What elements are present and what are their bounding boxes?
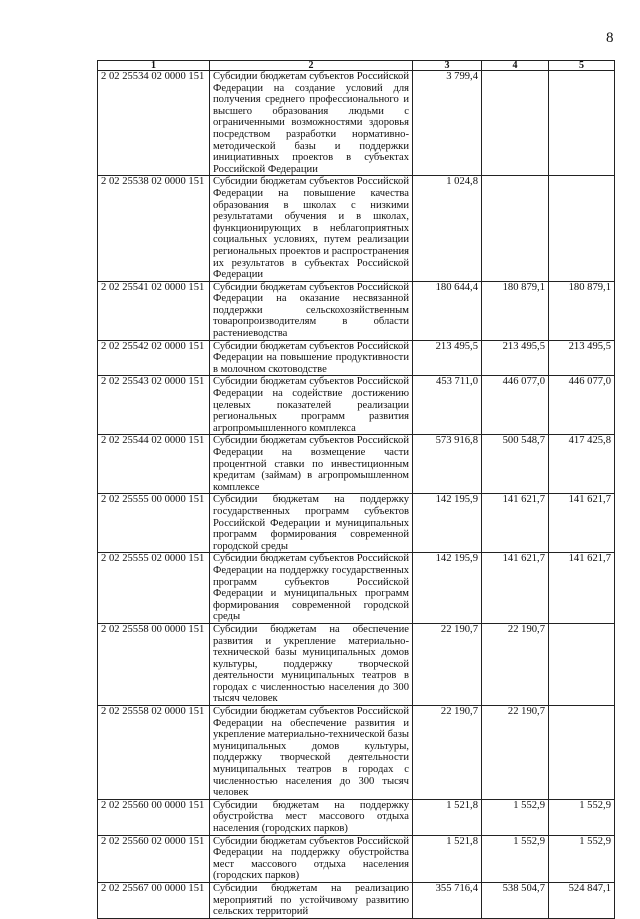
row-value-4: 538 504,7 — [482, 882, 549, 918]
row-code: 2 02 25567 00 0000 151 — [98, 882, 210, 918]
row-value-4 — [482, 71, 549, 176]
row-name: Субсидии бюджетам субъектов Российской Федерации на содействие достижению целевых показателей реализации региональных программ развития агропромышленного комплекса — [210, 376, 413, 435]
table-row — [98, 882, 615, 918]
row-code: 2 02 25558 00 0000 151 — [98, 623, 210, 705]
row-value-5 — [549, 706, 615, 800]
row-value-5: 1 552,9 — [549, 835, 615, 882]
table-row — [98, 553, 615, 624]
table-row — [98, 71, 615, 176]
row-value-5: 417 425,8 — [549, 435, 615, 494]
table-row — [98, 706, 615, 800]
row-value-5: 213 495,5 — [549, 340, 615, 376]
row-name: Субсидии бюджетам субъектов Российской Федерации на поддержку государственных программ субъектов Российской Федерации и муниципальных программ формирования современной городской среды — [210, 553, 413, 624]
page-number: 8 — [606, 30, 614, 46]
row-code: 2 02 25542 02 0000 151 — [98, 340, 210, 376]
row-value-3: 573 916,8 — [413, 435, 482, 494]
row-code: 2 02 25560 00 0000 151 — [98, 799, 210, 835]
row-name: Субсидии бюджетам субъектов Российской Федерации на создание условий для получения среднего профессионального и высшего образования людьми с ограниченными возможностями здоровья посредством разработки нормативно-методической базы и поддержки инициативных проектов в субъектах Российской Федерации — [210, 71, 413, 176]
row-code: 2 02 25541 02 0000 151 — [98, 281, 210, 340]
row-value-4: 180 879,1 — [482, 281, 549, 340]
row-value-5 — [549, 71, 615, 176]
header-row — [98, 61, 615, 71]
row-value-5: 446 077,0 — [549, 376, 615, 435]
row-name: Субсидии бюджетам субъектов Российской Федерации на возмещение части процентной ставки по инвестиционным кредитам (займам) в агропромышленном комплексе — [210, 435, 413, 494]
row-value-3: 1 521,8 — [413, 835, 482, 882]
row-name: Субсидии бюджетам субъектов Российской Федерации на поддержку обустройства мест массового отдыха населения (городских парков) — [210, 835, 413, 882]
table-row — [98, 835, 615, 882]
row-name: Субсидии бюджетам субъектов Российской Федерации на повышение качества образования в школах с низкими результатами обучения и в школах, функционирующих в неблагоприятных социальных условиях, путем реализации региональных проектов и распространения их результатов в субъектах Российской Федерации — [210, 176, 413, 281]
row-name: Субсидии бюджетам субъектов Российской Федерации на оказание несвязанной поддержки сельскохозяйственным товаропроизводителям в области растениеводства — [210, 281, 413, 340]
column-header-5: 5 — [549, 61, 615, 71]
row-code: 2 02 25560 02 0000 151 — [98, 835, 210, 882]
row-value-3: 180 644,4 — [413, 281, 482, 340]
table-row — [98, 376, 615, 435]
row-value-5 — [549, 623, 615, 705]
table-row — [98, 281, 615, 340]
row-name: Субсидии бюджетам на обеспечение развития и укрепление материально-технической базы муниципальных домов культуры, поддержку творческой деятельности муниципальных театров в городах с численностью населения до 300 тысяч человек — [210, 623, 413, 705]
table-row — [98, 494, 615, 553]
row-value-3: 22 190,7 — [413, 706, 482, 800]
budget-table — [97, 60, 615, 919]
row-value-5: 141 621,7 — [549, 553, 615, 624]
row-value-3: 1 024,8 — [413, 176, 482, 281]
row-value-4: 213 495,5 — [482, 340, 549, 376]
row-code: 2 02 25555 00 0000 151 — [98, 494, 210, 553]
column-header-2: 2 — [210, 61, 413, 71]
row-value-4: 141 621,7 — [482, 553, 549, 624]
row-value-4: 446 077,0 — [482, 376, 549, 435]
row-code: 2 02 25534 02 0000 151 — [98, 71, 210, 176]
row-value-3: 1 521,8 — [413, 799, 482, 835]
row-value-3: 142 195,9 — [413, 494, 482, 553]
row-name: Субсидии бюджетам на поддержку государственных программ субъектов Российской Федерации и муниципальных программ формирования современной городской среды — [210, 494, 413, 553]
column-header-1: 1 — [98, 61, 210, 71]
row-value-3: 142 195,9 — [413, 553, 482, 624]
row-value-4: 500 548,7 — [482, 435, 549, 494]
row-value-5: 180 879,1 — [549, 281, 615, 340]
row-code: 2 02 25538 02 0000 151 — [98, 176, 210, 281]
table-row — [98, 340, 615, 376]
column-header-3: 3 — [413, 61, 482, 71]
row-value-5 — [549, 176, 615, 281]
row-code: 2 02 25544 02 0000 151 — [98, 435, 210, 494]
row-value-4: 22 190,7 — [482, 623, 549, 705]
table-row — [98, 799, 615, 835]
row-value-4: 1 552,9 — [482, 835, 549, 882]
row-value-4 — [482, 176, 549, 281]
row-value-4: 141 621,7 — [482, 494, 549, 553]
row-code: 2 02 25555 02 0000 151 — [98, 553, 210, 624]
column-header-4: 4 — [482, 61, 549, 71]
table-row — [98, 435, 615, 494]
table-row — [98, 176, 615, 281]
row-name: Субсидии бюджетам на реализацию мероприятий по устойчивому развитию сельских территорий — [210, 882, 413, 918]
table-row — [98, 623, 615, 705]
row-value-3: 355 716,4 — [413, 882, 482, 918]
row-value-4: 22 190,7 — [482, 706, 549, 800]
row-code: 2 02 25558 02 0000 151 — [98, 706, 210, 800]
row-value-5: 1 552,9 — [549, 799, 615, 835]
row-name: Субсидии бюджетам субъектов Российской Федерации на повышение продуктивности в молочном скотоводстве — [210, 340, 413, 376]
row-value-3: 453 711,0 — [413, 376, 482, 435]
row-value-5: 524 847,1 — [549, 882, 615, 918]
row-value-4: 1 552,9 — [482, 799, 549, 835]
row-name: Субсидии бюджетам субъектов Российской Федерации на обеспечение развития и укрепление материально-технической базы муниципальных домов культуры, поддержку творческой деятельности муниципальных театров в городах с численностью населения до 300 тысяч человек — [210, 706, 413, 800]
row-name: Субсидии бюджетам на поддержку обустройства мест массового отдыха населения (городских парков) — [210, 799, 413, 835]
row-value-3: 22 190,7 — [413, 623, 482, 705]
row-code: 2 02 25543 02 0000 151 — [98, 376, 210, 435]
row-value-3: 3 799,4 — [413, 71, 482, 176]
row-value-3: 213 495,5 — [413, 340, 482, 376]
row-value-5: 141 621,7 — [549, 494, 615, 553]
